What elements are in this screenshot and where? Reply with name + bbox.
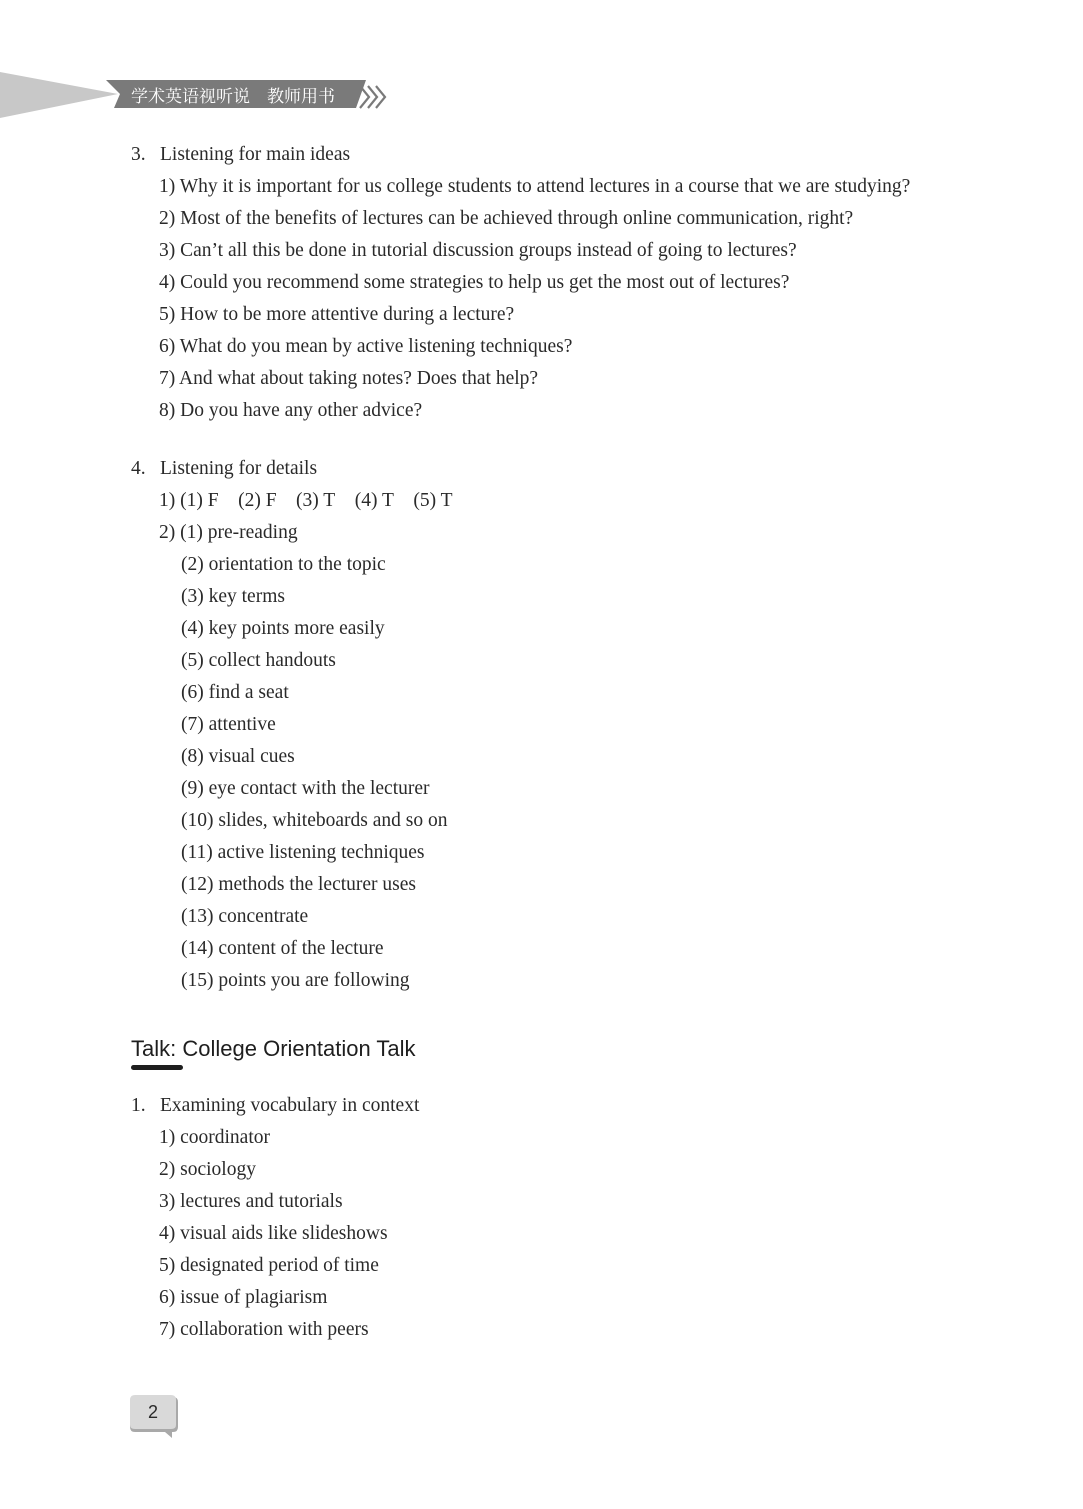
list-item: (7) attentive — [181, 714, 276, 735]
section-number: 3. — [131, 144, 146, 165]
list-item: (10) slides, whiteboards and so on — [181, 810, 448, 831]
list-item: 2) (1) pre-reading — [159, 522, 298, 543]
section-heading — [131, 453, 317, 485]
section-number: 1. — [131, 1095, 146, 1116]
list-item: 8) Do you have any other advice? — [159, 400, 423, 421]
talk-title: College Orientation Talk — [176, 1036, 416, 1061]
list-item: (2) orientation to the topic — [181, 554, 386, 575]
list-item: 1) coordinator — [159, 1127, 271, 1148]
list-item: (8) visual cues — [181, 746, 295, 767]
list-item: 1) Why it is important for us college students to attend lectures in a course that we are studying? — [159, 176, 911, 197]
list-item: (6) find a seat — [181, 682, 289, 703]
list-item: (5) collect handouts — [181, 650, 336, 671]
list-item: 2) sociology — [159, 1159, 256, 1180]
section-heading — [131, 1090, 419, 1122]
header-title: 学术英语视听说 教师用书 — [131, 87, 335, 107]
section-number: 4. — [131, 458, 146, 479]
talk-underline-bar — [131, 1065, 183, 1070]
list-item: 3) Can’t all this be done in tutorial discussion groups instead of going to lectures? — [159, 240, 797, 261]
section-title: Listening for details — [160, 458, 318, 479]
list-item: 7) collaboration with peers — [159, 1319, 369, 1340]
list-item: 4) Could you recommend some strategies to help us get the most out of lectures? — [159, 272, 790, 293]
list-item: 6) issue of plagiarism — [159, 1287, 328, 1308]
talk-heading — [131, 1033, 416, 1065]
list-item: 3) lectures and tutorials — [159, 1191, 343, 1212]
list-item: (13) concentrate — [181, 906, 309, 927]
list-item: (14) content of the lecture — [181, 938, 384, 959]
page-number: 2 — [147, 1402, 158, 1422]
list-item: 5) designated period of time — [159, 1255, 379, 1276]
list-item: (3) key terms — [181, 586, 285, 607]
section-title: Listening for main ideas — [160, 144, 351, 165]
list-item: (11) active listening techniques — [181, 842, 425, 863]
list-item: 2) Most of the benefits of lectures can be achieved through online communication, right? — [159, 208, 854, 229]
list-item: (15) points you are following — [181, 970, 410, 991]
answer-line-true-false: 1) (1) F (2) F (3) T (4) T (5) T — [159, 490, 453, 511]
list-item: 4) visual aids like slideshows — [159, 1223, 388, 1244]
list-item: 6) What do you mean by active listening techniques? — [159, 336, 573, 357]
list-item: (9) eye contact with the lecturer — [181, 778, 430, 799]
list-item: (12) methods the lecturer uses — [181, 874, 417, 895]
talk-label: Talk: — [131, 1036, 177, 1061]
list-item: 5) How to be more attentive during a lecture? — [159, 304, 515, 325]
list-item: 7) And what about taking notes? Does that help? — [159, 368, 539, 389]
triple-chevron-right-icon — [356, 83, 396, 113]
section-title: Examining vocabulary in context — [160, 1095, 420, 1116]
list-item: (4) key points more easily — [181, 618, 385, 639]
page-number-badge — [130, 1394, 180, 1440]
section-heading — [131, 139, 350, 171]
